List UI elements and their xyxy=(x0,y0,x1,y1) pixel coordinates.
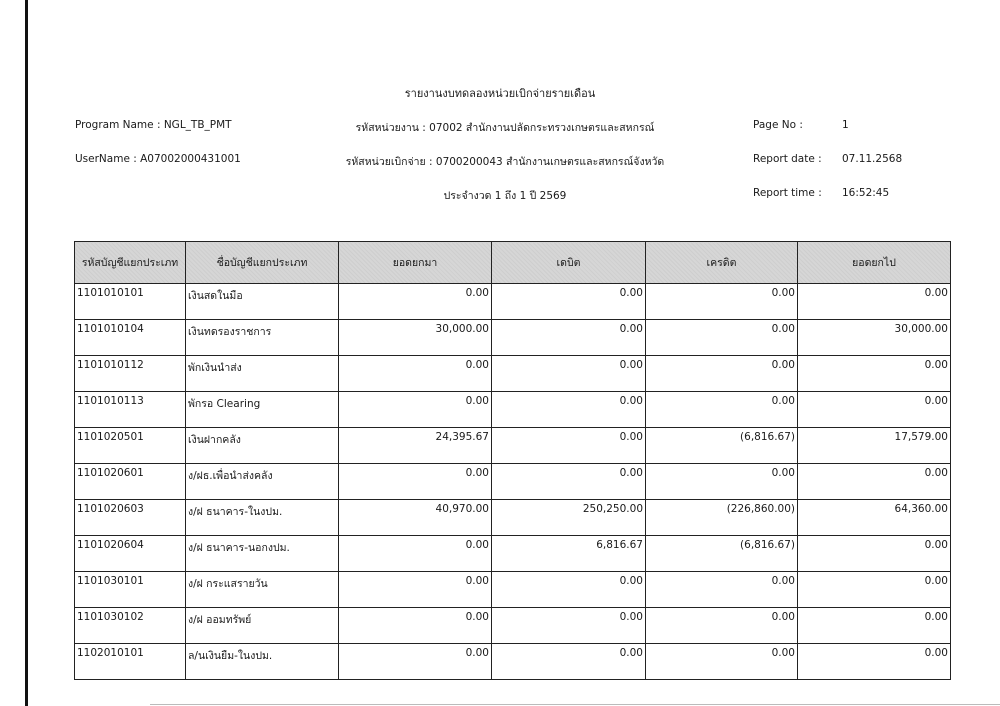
table-row xyxy=(75,356,951,392)
table-row xyxy=(75,644,951,680)
opening-balance-cell: 0.00 xyxy=(339,284,492,320)
credit-cell: 0.00 xyxy=(646,608,798,644)
table-row xyxy=(75,608,951,644)
credit-cell: (226,860.00) xyxy=(646,500,798,536)
opening-balance-cell: 0.00 xyxy=(339,392,492,428)
credit-cell: 0.00 xyxy=(646,644,798,680)
credit-cell: (6,816.67) xyxy=(646,428,798,464)
account-name-cell: พักรอ Clearing xyxy=(186,392,339,428)
closing-balance-cell: 0.00 xyxy=(798,284,951,320)
account-name-cell: ง/ฝ กระแสรายวัน xyxy=(186,572,339,608)
closing-balance-cell: 0.00 xyxy=(798,392,951,428)
page-no-value: 1 xyxy=(842,119,849,131)
closing-balance-cell: 64,360.00 xyxy=(798,500,951,536)
header-account-code: รหัสบัญชีแยกประเภท xyxy=(75,242,186,284)
account-code-cell: 1101010113 xyxy=(75,392,186,428)
closing-balance-cell: 0.00 xyxy=(798,356,951,392)
table-row xyxy=(75,536,951,572)
credit-cell: 0.00 xyxy=(646,284,798,320)
table-row xyxy=(75,464,951,500)
header-closing-balance: ยอดยกไป xyxy=(798,242,951,284)
agency-code: รหัสหน่วยงาน : 07002 สำนักงานปลัดกระทรวงเกษตรและสหกรณ์ xyxy=(355,122,655,134)
debit-cell: 0.00 xyxy=(492,464,646,500)
closing-balance-cell: 0.00 xyxy=(798,644,951,680)
report-date-value: 07.11.2568 xyxy=(842,153,903,165)
debit-cell: 0.00 xyxy=(492,356,646,392)
closing-balance-cell: 0.00 xyxy=(798,536,951,572)
debit-cell: 250,250.00 xyxy=(492,500,646,536)
table-row xyxy=(75,428,951,464)
credit-cell: (6,816.67) xyxy=(646,536,798,572)
account-name-cell: พักเงินนำส่ง xyxy=(186,356,339,392)
trial-balance-table xyxy=(74,241,951,680)
credit-cell: 0.00 xyxy=(646,356,798,392)
page-bottom-line xyxy=(150,704,1000,705)
header-debit: เดบิต xyxy=(492,242,646,284)
debit-cell: 0.00 xyxy=(492,608,646,644)
credit-cell: 0.00 xyxy=(646,464,798,500)
header-account-name: ชื่อบัญชีแยกประเภท xyxy=(186,242,339,284)
header-opening-balance: ยอดยกมา xyxy=(339,242,492,284)
table-row xyxy=(75,320,951,356)
account-name-cell: ง/ฝ ธนาคาร-นอกงปม. xyxy=(186,536,339,572)
account-name-cell: ง/ฝธ.เพื่อนำส่งคลัง xyxy=(186,464,339,500)
closing-balance-cell: 30,000.00 xyxy=(798,320,951,356)
table-row xyxy=(75,500,951,536)
account-code-cell: 1101010112 xyxy=(75,356,186,392)
account-name-cell: ง/ฝ ธนาคาร-ในงปม. xyxy=(186,500,339,536)
report-date-label: Report date : xyxy=(753,153,822,165)
account-code-cell: 1101020604 xyxy=(75,536,186,572)
page-no-label: Page No : xyxy=(753,119,803,131)
opening-balance-cell: 0.00 xyxy=(339,572,492,608)
report-time-label: Report time : xyxy=(753,187,822,199)
credit-cell: 0.00 xyxy=(646,572,798,608)
table-row xyxy=(75,572,951,608)
account-name-cell: เงินฝากคลัง xyxy=(186,428,339,464)
debit-cell: 0.00 xyxy=(492,392,646,428)
account-code-cell: 1101020601 xyxy=(75,464,186,500)
opening-balance-cell: 0.00 xyxy=(339,356,492,392)
opening-balance-cell: 0.00 xyxy=(339,464,492,500)
report-time-value: 16:52:45 xyxy=(842,187,890,199)
header-credit: เครดิต xyxy=(646,242,798,284)
account-name-cell: ง/ฝ ออมทรัพย์ xyxy=(186,608,339,644)
account-code-cell: 1101030102 xyxy=(75,608,186,644)
account-code-cell: 1101020501 xyxy=(75,428,186,464)
table-header-row xyxy=(75,242,951,284)
opening-balance-cell: 40,970.00 xyxy=(339,500,492,536)
opening-balance-cell: 30,000.00 xyxy=(339,320,492,356)
account-code-cell: 1101010104 xyxy=(75,320,186,356)
report-title: รายงานงบทดลองหน่วยเบิกจ่ายรายเดือน xyxy=(404,87,596,100)
debit-cell: 0.00 xyxy=(492,320,646,356)
account-code-cell: 1101010101 xyxy=(75,284,186,320)
debit-cell: 0.00 xyxy=(492,572,646,608)
debit-cell: 0.00 xyxy=(492,428,646,464)
credit-cell: 0.00 xyxy=(646,320,798,356)
account-name-cell: เงินสดในมือ xyxy=(186,284,339,320)
debit-cell: 6,816.67 xyxy=(492,536,646,572)
table-row xyxy=(75,284,951,320)
opening-balance-cell: 24,395.67 xyxy=(339,428,492,464)
account-name-cell: เงินทดรองราชการ xyxy=(186,320,339,356)
account-code-cell: 1102010101 xyxy=(75,644,186,680)
account-code-cell: 1101020603 xyxy=(75,500,186,536)
account-code-cell: 1101030101 xyxy=(75,572,186,608)
disbursing-unit: รหัสหน่วยเบิกจ่าย : 0700200043 สำนักงานเกษตรและสหกรณ์จังหวัด xyxy=(345,156,665,168)
report-period: ประจำงวด 1 ถึง 1 ปี 2569 xyxy=(443,190,567,202)
credit-cell: 0.00 xyxy=(646,392,798,428)
account-name-cell: ล/นเงินยืม-ในงปม. xyxy=(186,644,339,680)
closing-balance-cell: 0.00 xyxy=(798,464,951,500)
page-edge-bar xyxy=(25,0,28,706)
program-name: Program Name : NGL_TB_PMT xyxy=(75,119,232,131)
user-name: UserName : A07002000431001 xyxy=(75,153,241,165)
closing-balance-cell: 0.00 xyxy=(798,572,951,608)
opening-balance-cell: 0.00 xyxy=(339,644,492,680)
closing-balance-cell: 17,579.00 xyxy=(798,428,951,464)
opening-balance-cell: 0.00 xyxy=(339,608,492,644)
closing-balance-cell: 0.00 xyxy=(798,608,951,644)
debit-cell: 0.00 xyxy=(492,284,646,320)
debit-cell: 0.00 xyxy=(492,644,646,680)
table-row xyxy=(75,392,951,428)
opening-balance-cell: 0.00 xyxy=(339,536,492,572)
